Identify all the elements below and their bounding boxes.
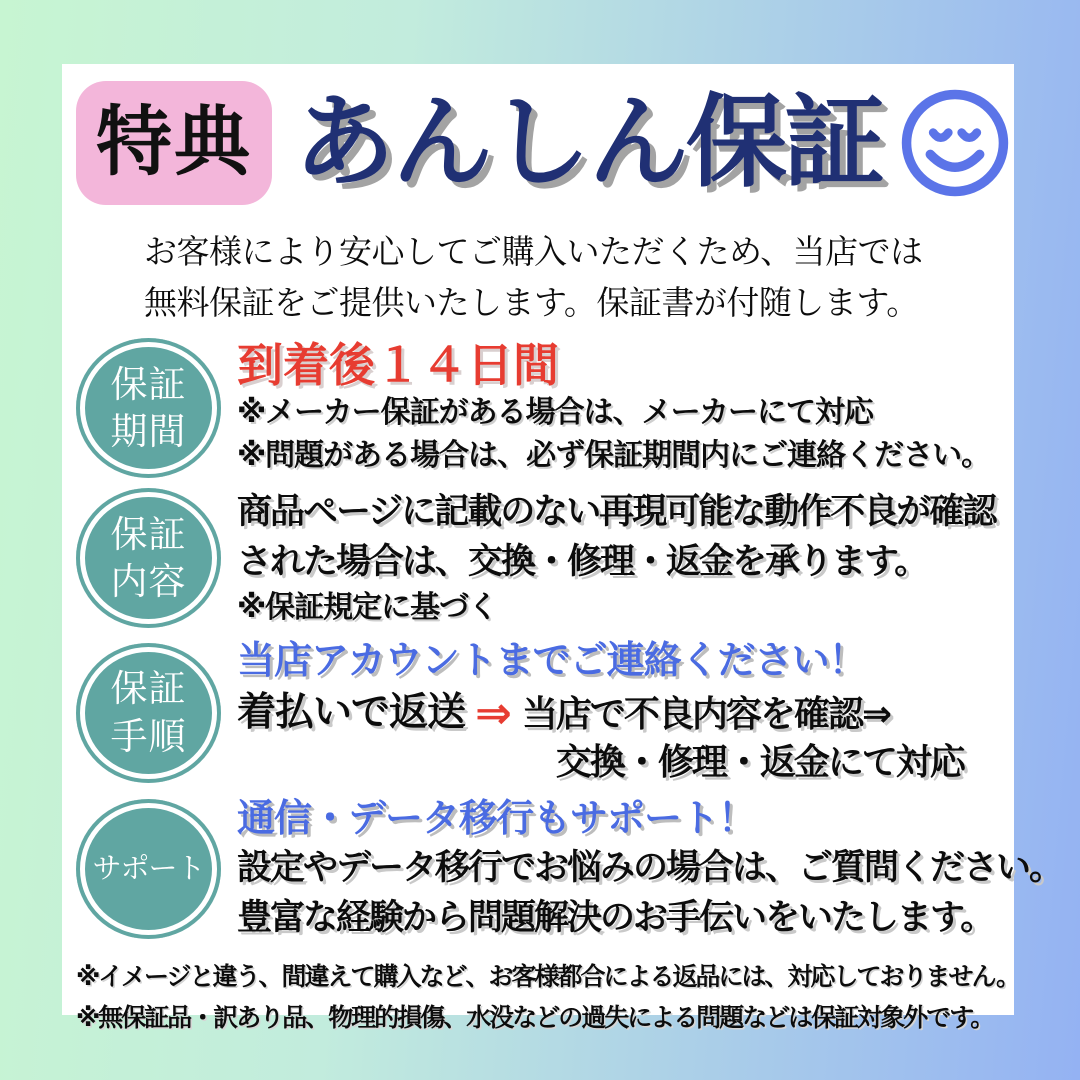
section-support bbox=[76, 796, 1063, 943]
badge-label-line: 保証 bbox=[110, 513, 187, 555]
benefit-badge: 特典 bbox=[76, 81, 272, 205]
warranty-period-badge bbox=[76, 338, 221, 478]
footer-disclaimers bbox=[76, 957, 1020, 1040]
support-badge bbox=[76, 799, 221, 939]
badge-label-line: サポート bbox=[92, 852, 205, 885]
badge-label-line: 保証 bbox=[110, 363, 187, 405]
page-title: あんしん保証 bbox=[294, 86, 883, 199]
warranty-coverage-badge bbox=[76, 488, 221, 628]
right-arrow-icon: ⇒ bbox=[475, 688, 512, 738]
warranty-procedure-badge bbox=[76, 643, 221, 783]
warranty-coverage-note: ※保証規定に基づく bbox=[237, 590, 498, 624]
disclaimer-line-2: ※無保証品・訳あり品、物理的損傷、水没などの過失による問題などは保証対象外です。 bbox=[76, 1004, 994, 1033]
flow-return-shipping: 着払いで返送 bbox=[237, 690, 466, 734]
disclaimer-line-1: ※イメージと違う、間違えて購入など、お客様都合による返品には、対応しておりません。 bbox=[76, 962, 1020, 991]
support-content bbox=[237, 796, 1063, 943]
smiley-face-icon bbox=[898, 86, 1012, 200]
support-line-2: 豊富な経験から問題解決のお手伝いをいたします。 bbox=[237, 898, 994, 938]
intro-line-2: 無料保証をご提供いたします。保証書が付随します。 bbox=[144, 284, 919, 322]
warranty-card bbox=[62, 64, 1063, 1033]
warranty-coverage-line-1: 商品ページに記載のない再現可能な動作不良が確認 bbox=[237, 492, 996, 532]
badge-label-line: 期間 bbox=[110, 411, 187, 453]
flow-result bbox=[522, 690, 964, 787]
badge-label-line: 手順 bbox=[110, 715, 187, 757]
badge-label-line: 内容 bbox=[110, 561, 187, 603]
badge-label-line: 保証 bbox=[110, 668, 187, 710]
section-warranty-procedure bbox=[76, 638, 1002, 787]
warranty-procedure-flow bbox=[237, 690, 964, 787]
intro-text bbox=[144, 226, 1002, 328]
header bbox=[76, 74, 1002, 212]
warranty-period-content bbox=[237, 339, 990, 477]
flow-result-line-2: 交換・修理・返金にて対応 bbox=[555, 741, 964, 783]
warranty-period-title: 到着後１４日間 bbox=[237, 339, 559, 392]
warranty-procedure-content bbox=[237, 638, 964, 787]
warranty-period-note-1: ※メーカー保証がある場合は、メーカーにて対応 bbox=[237, 396, 873, 430]
intro-line-1: お客様により安心してご購入いただくため、当店では bbox=[144, 233, 923, 270]
flow-result-line-1: 当店で不良内容を確認⇒ bbox=[521, 692, 891, 734]
support-line-1: 設定やデータ移行でお悩みの場合は、ご質問ください。 bbox=[237, 848, 1063, 888]
section-warranty-period bbox=[76, 338, 1002, 478]
section-warranty-coverage bbox=[76, 487, 1002, 629]
support-title: 通信・データ移行もサポート！ bbox=[237, 797, 756, 840]
warranty-coverage-content bbox=[237, 487, 995, 629]
warranty-procedure-title: 当店アカウントまでご連絡ください！ bbox=[237, 640, 866, 683]
warranty-coverage-line-2: された場合は、交換・修理・返金を承ります。 bbox=[237, 541, 928, 581]
warranty-period-note-2: ※問題がある場合は、必ず保証期間内にご連絡ください。 bbox=[237, 438, 991, 472]
